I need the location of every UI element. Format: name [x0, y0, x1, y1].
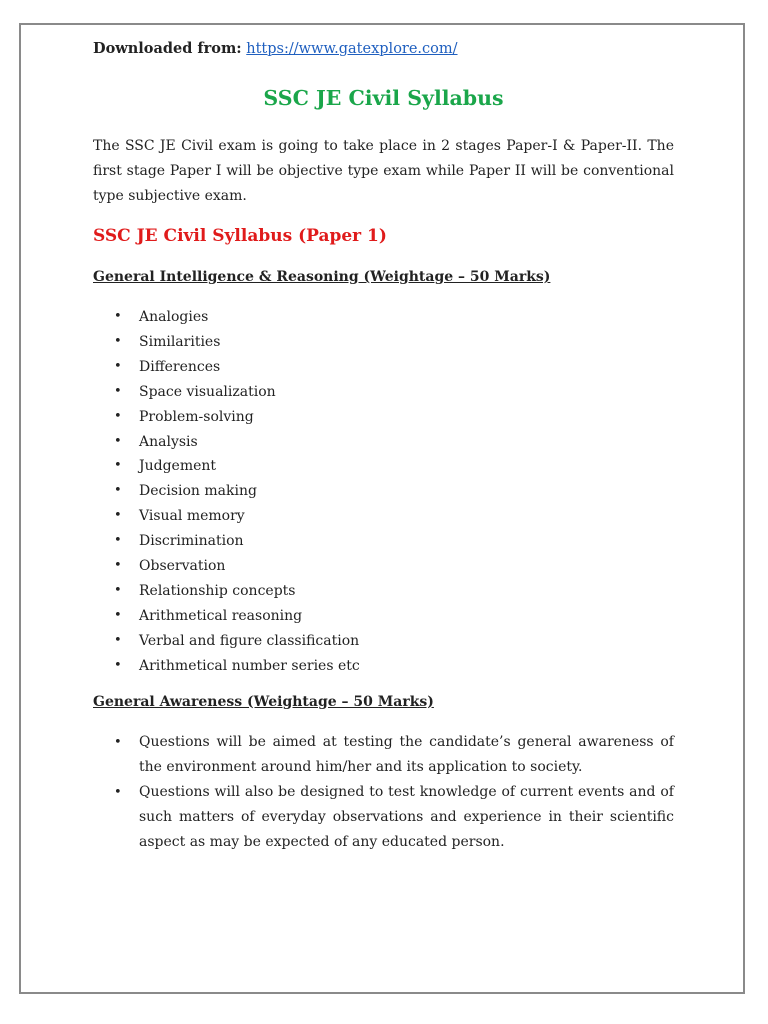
download-separator: :: [236, 40, 242, 57]
download-label: Downloaded from: [93, 40, 237, 57]
list-item: • Arithmetical number series etc: [93, 654, 674, 679]
list-item: • Verbal and figure classification: [93, 629, 674, 654]
document-body: [93, 40, 674, 855]
document-title: SSC JE Civil Syllabus: [263, 86, 504, 110]
reasoning-section-heading: General Intelligence & Reasoning (Weightage – 50 Marks): [93, 269, 551, 285]
list-item: • Visual memory: [93, 504, 674, 529]
list-item: • Analogies: [93, 305, 674, 330]
list-item: • Observation: [93, 554, 674, 579]
list-item: • Problem-solving: [93, 405, 674, 430]
intro-paragraph: The SSC JE Civil exam is going to take place in 2 stages Paper-I & Paper-II. The first stage Paper I will be objective type exam while Paper II will be conventional type subjective exam.: [93, 138, 674, 204]
list-item: • Analysis: [93, 430, 674, 455]
list-item: • Space visualization: [93, 380, 674, 405]
list-item: • Questions will be aimed at testing the candidate’s general awareness of the environment around him/her and its application to society.: [93, 730, 674, 780]
download-source-line: [93, 40, 674, 62]
awareness-section-heading: General Awareness (Weightage – 50 Marks): [93, 693, 434, 710]
list-item: • Differences: [93, 355, 674, 380]
list-item: • Arithmetical reasoning: [93, 604, 674, 629]
awareness-topic-list: [93, 730, 674, 855]
reasoning-topic-list: [93, 305, 674, 679]
list-item: • Questions will also be designed to test knowledge of current events and of such matters of everyday observations and experience in their scientific aspect as may be expected of any educated person.: [93, 780, 674, 855]
list-item: • Discrimination: [93, 529, 674, 554]
list-item: • Judgement: [93, 454, 674, 479]
list-item: • Decision making: [93, 479, 674, 504]
list-item: • Similarities: [93, 330, 674, 355]
list-item: • Relationship concepts: [93, 579, 674, 604]
paper-1-heading: SSC JE Civil Syllabus (Paper 1): [93, 226, 387, 246]
source-link[interactable]: https://www.gatexplore.com/: [246, 41, 458, 57]
